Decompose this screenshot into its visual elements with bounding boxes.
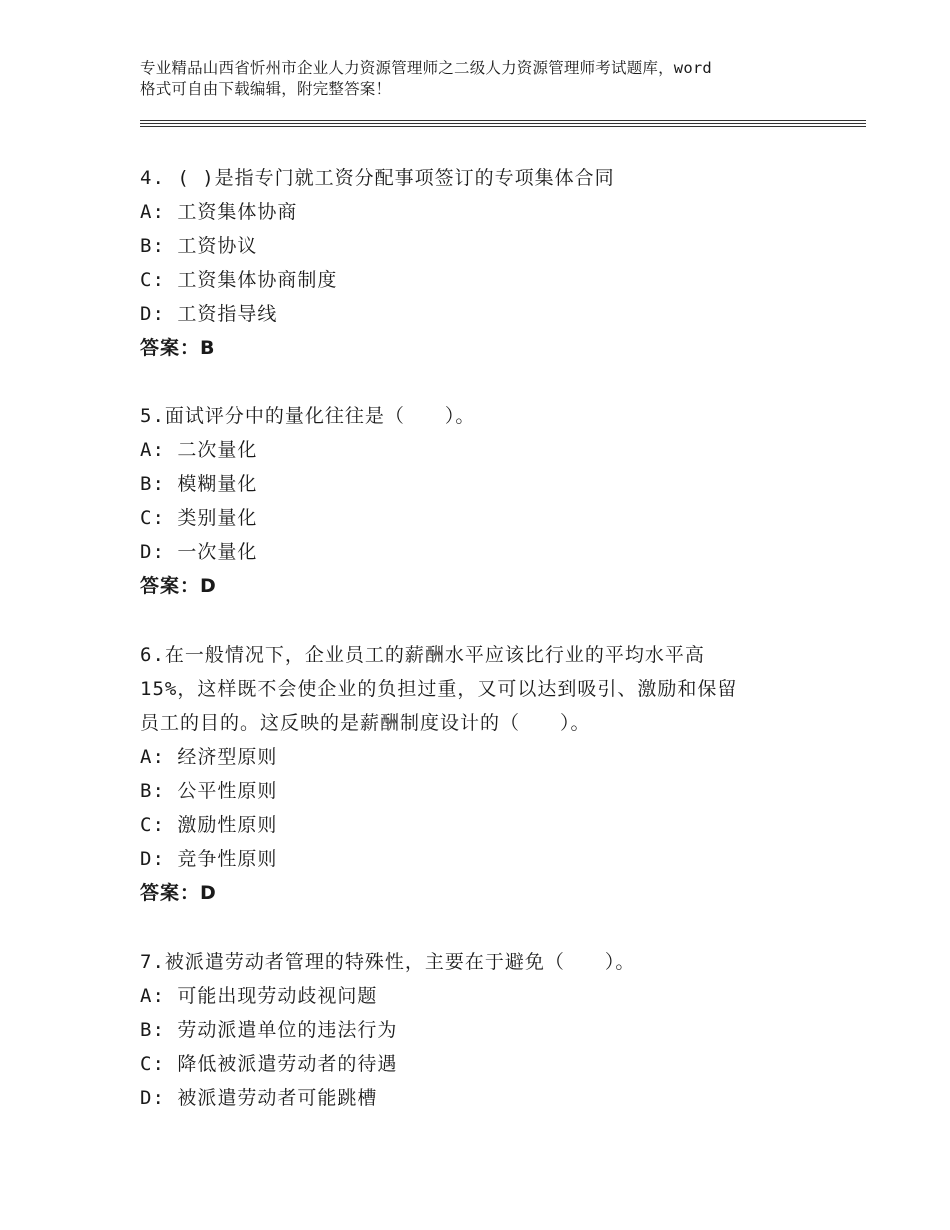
answer-label: 答案：B bbox=[140, 337, 216, 359]
option-a: A: 工资集体协商 bbox=[140, 201, 298, 223]
header-divider-middle bbox=[140, 123, 866, 124]
answer-label: 答案：D bbox=[140, 575, 217, 597]
header-line-2: 格式可自由下载编辑，附完整答案！ bbox=[140, 80, 392, 98]
question-stem-line-3: 员工的目的。这反映的是薪酬制度设计的（ ）。 bbox=[140, 712, 591, 734]
header-divider-bottom bbox=[140, 126, 866, 127]
question-6 bbox=[140, 638, 830, 910]
option-a: A: 可能出现劳动歧视问题 bbox=[140, 985, 378, 1007]
option-c: C: 降低被派遣劳动者的待遇 bbox=[140, 1053, 398, 1075]
option-b: B: 公平性原则 bbox=[140, 780, 278, 802]
question-stem-line-2: 15%，这样既不会使企业的负担过重，又可以达到吸引、激励和保留 bbox=[140, 678, 738, 700]
option-a: A: 经济型原则 bbox=[140, 746, 278, 768]
option-d: D: 竞争性原则 bbox=[140, 848, 278, 870]
question-stem: 7.被派遣劳动者管理的特殊性，主要在于避免（ ）。 bbox=[140, 951, 636, 973]
question-5 bbox=[140, 399, 830, 603]
option-b: B: 工资协议 bbox=[140, 235, 258, 257]
option-d: D: 一次量化 bbox=[140, 541, 258, 563]
option-d: D: 工资指导线 bbox=[140, 303, 278, 325]
header-line-1: 专业精品山西省忻州市企业人力资源管理师之二级人力资源管理师考试题库，word bbox=[140, 59, 712, 77]
option-d: D: 被派遣劳动者可能跳槽 bbox=[140, 1087, 378, 1109]
option-c: C: 工资集体协商制度 bbox=[140, 269, 338, 291]
question-stem-line-1: 6.在一般情况下，企业员工的薪酬水平应该比行业的平均水平高 bbox=[140, 644, 705, 666]
answer-label: 答案：D bbox=[140, 882, 217, 904]
question-stem: 4. ( )是指专门就工资分配事项签订的专项集体合同 bbox=[140, 167, 615, 189]
option-c: C: 类别量化 bbox=[140, 507, 258, 529]
document-header bbox=[140, 58, 830, 100]
option-a: A: 二次量化 bbox=[140, 439, 258, 461]
question-4 bbox=[140, 161, 830, 365]
option-c: C: 激励性原则 bbox=[140, 814, 278, 836]
option-b: B: 劳动派遣单位的违法行为 bbox=[140, 1019, 398, 1041]
question-7 bbox=[140, 945, 830, 1115]
header-divider-top bbox=[140, 120, 866, 121]
question-stem: 5.面试评分中的量化往往是（ ）。 bbox=[140, 405, 476, 427]
option-b: B: 模糊量化 bbox=[140, 473, 258, 495]
